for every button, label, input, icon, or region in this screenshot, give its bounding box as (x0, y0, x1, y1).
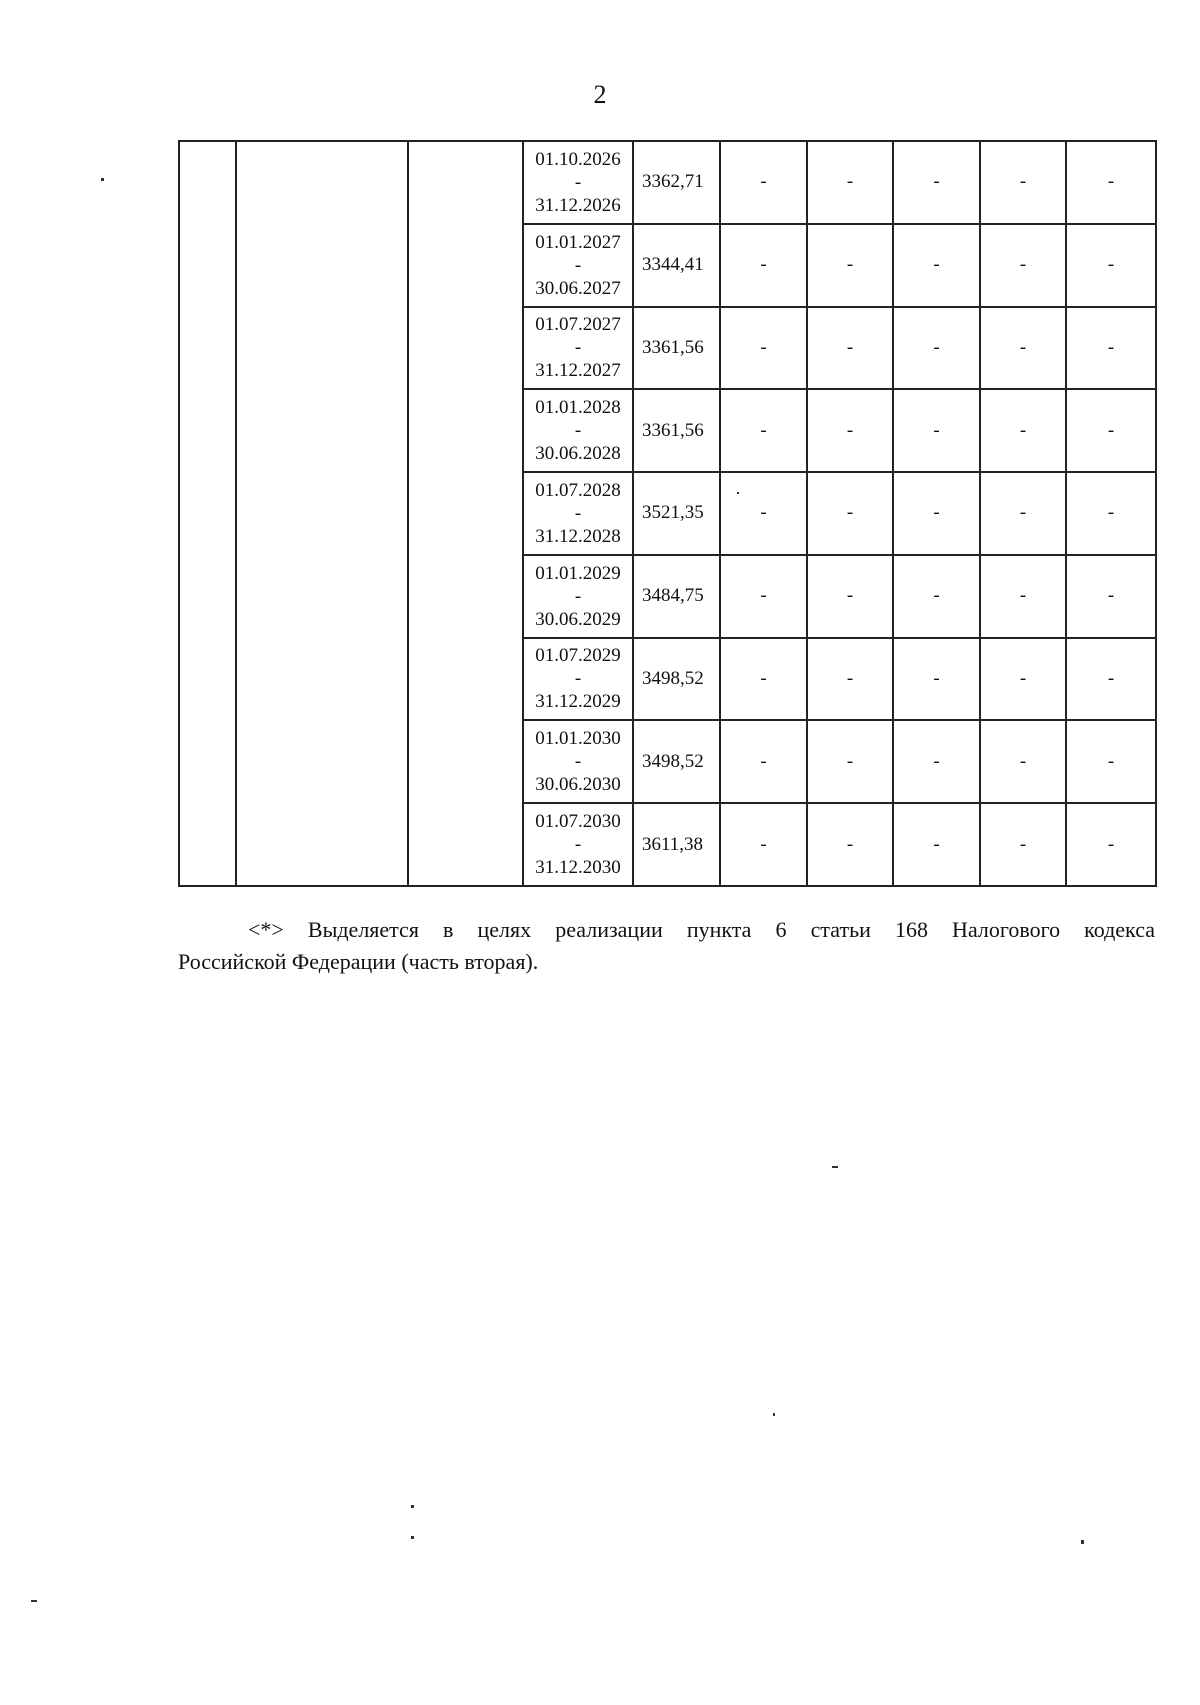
period-start: 01.07.2027 (535, 314, 621, 336)
period-end: 30.06.2028 (535, 443, 621, 465)
period-separator: - (574, 420, 582, 442)
empty-value-cell: - (807, 555, 893, 638)
scan-speck (832, 1166, 838, 1168)
empty-value-cell: - (1066, 555, 1156, 638)
period-start: 01.10.2026 (535, 148, 621, 170)
tariff-value: 3498,52 (633, 720, 720, 803)
scan-speck (411, 1505, 414, 1508)
empty-value-cell: - (980, 555, 1066, 638)
period-cell (523, 472, 633, 555)
period-end: 31.12.2026 (535, 194, 621, 216)
empty-value-cell: - (893, 307, 980, 390)
empty-value-cell: - (1066, 224, 1156, 307)
empty-value-cell: - (893, 638, 980, 721)
empty-value-cell: - (807, 472, 893, 555)
scan-speck (1081, 1540, 1084, 1544)
tariff-table (178, 140, 1157, 887)
period-cell (523, 720, 633, 803)
table-row (179, 141, 1156, 224)
empty-value-cell: - (1066, 803, 1156, 886)
footnote (178, 914, 1155, 978)
empty-value-cell: - (893, 472, 980, 555)
empty-value-cell: - (1066, 307, 1156, 390)
empty-value-cell: - (980, 307, 1066, 390)
empty-value-cell: - (720, 472, 807, 555)
empty-value-cell: - (1066, 638, 1156, 721)
empty-value-cell: - (893, 720, 980, 803)
period-separator: - (574, 254, 582, 276)
period-cell (523, 389, 633, 472)
period-end: 31.12.2028 (535, 525, 621, 547)
empty-value-cell: - (1066, 389, 1156, 472)
empty-value-cell: - (807, 224, 893, 307)
empty-value-cell: - (980, 638, 1066, 721)
period-start: 01.07.2030 (535, 811, 621, 833)
empty-value-cell: - (893, 389, 980, 472)
empty-value-cell: - (807, 720, 893, 803)
merged-name-cell (236, 141, 408, 886)
merged-number-cell (179, 141, 236, 886)
period-start: 01.07.2029 (535, 645, 621, 667)
period-start: 01.01.2029 (535, 562, 621, 584)
period-separator: - (574, 502, 582, 524)
footnote-line-1: <*> Выделяется в целях реализации пункта 6 статьи 168 Налогового кодекса (248, 917, 1155, 942)
period-end: 31.12.2030 (535, 857, 621, 879)
empty-value-cell: - (893, 224, 980, 307)
tariff-value: 3484,75 (633, 555, 720, 638)
scan-speck (773, 1413, 775, 1416)
period-start: 01.01.2030 (535, 728, 621, 750)
empty-value-cell: - (807, 389, 893, 472)
empty-value-cell: - (980, 472, 1066, 555)
period-separator: - (574, 834, 582, 856)
empty-value-cell: - (720, 803, 807, 886)
period-start: 01.01.2028 (535, 397, 621, 419)
period-end: 31.12.2027 (535, 360, 621, 382)
period-separator: - (574, 337, 582, 359)
period-cell (523, 141, 633, 224)
period-cell (523, 555, 633, 638)
period-cell (523, 638, 633, 721)
period-separator: - (574, 171, 582, 193)
period-end: 30.06.2030 (535, 774, 621, 796)
period-end: 30.06.2029 (535, 608, 621, 630)
tariff-value: 3344,41 (633, 224, 720, 307)
empty-value-cell: - (807, 307, 893, 390)
scan-speck (737, 492, 739, 494)
empty-value-cell: - (980, 389, 1066, 472)
empty-value-cell: - (1066, 141, 1156, 224)
period-separator: - (574, 585, 582, 607)
scan-speck (31, 1600, 37, 1602)
period-start: 01.07.2028 (535, 479, 621, 501)
footnote-line-2: Российской Федерации (часть вторая). (178, 949, 539, 974)
empty-value-cell: - (1066, 720, 1156, 803)
empty-value-cell: - (720, 224, 807, 307)
page-number: 2 (593, 80, 607, 109)
tariff-value: 3362,71 (633, 141, 720, 224)
empty-value-cell: - (980, 141, 1066, 224)
empty-value-cell: - (980, 720, 1066, 803)
empty-value-cell: - (807, 803, 893, 886)
period-separator: - (574, 668, 582, 690)
tariff-value: 3611,38 (633, 803, 720, 886)
empty-value-cell: - (720, 638, 807, 721)
empty-value-cell: - (807, 638, 893, 721)
period-end: 31.12.2029 (535, 691, 621, 713)
period-start: 01.01.2027 (535, 231, 621, 253)
period-end: 30.06.2027 (535, 277, 621, 299)
empty-value-cell: - (893, 803, 980, 886)
scan-speck (101, 178, 104, 181)
empty-value-cell: - (980, 803, 1066, 886)
empty-value-cell: - (980, 224, 1066, 307)
merged-category-cell (408, 141, 523, 886)
empty-value-cell: - (720, 307, 807, 390)
empty-value-cell: - (1066, 472, 1156, 555)
tariff-value: 3521,35 (633, 472, 720, 555)
period-cell (523, 224, 633, 307)
empty-value-cell: - (720, 720, 807, 803)
empty-value-cell: - (720, 555, 807, 638)
tariff-value: 3361,56 (633, 389, 720, 472)
period-separator: - (574, 751, 582, 773)
scan-speck (411, 1536, 414, 1539)
period-cell (523, 307, 633, 390)
empty-value-cell: - (720, 141, 807, 224)
tariff-value: 3361,56 (633, 307, 720, 390)
period-cell (523, 803, 633, 886)
empty-value-cell: - (807, 141, 893, 224)
empty-value-cell: - (720, 389, 807, 472)
empty-value-cell: - (893, 141, 980, 224)
tariff-table-body (179, 141, 1156, 886)
tariff-value: 3498,52 (633, 638, 720, 721)
empty-value-cell: - (893, 555, 980, 638)
